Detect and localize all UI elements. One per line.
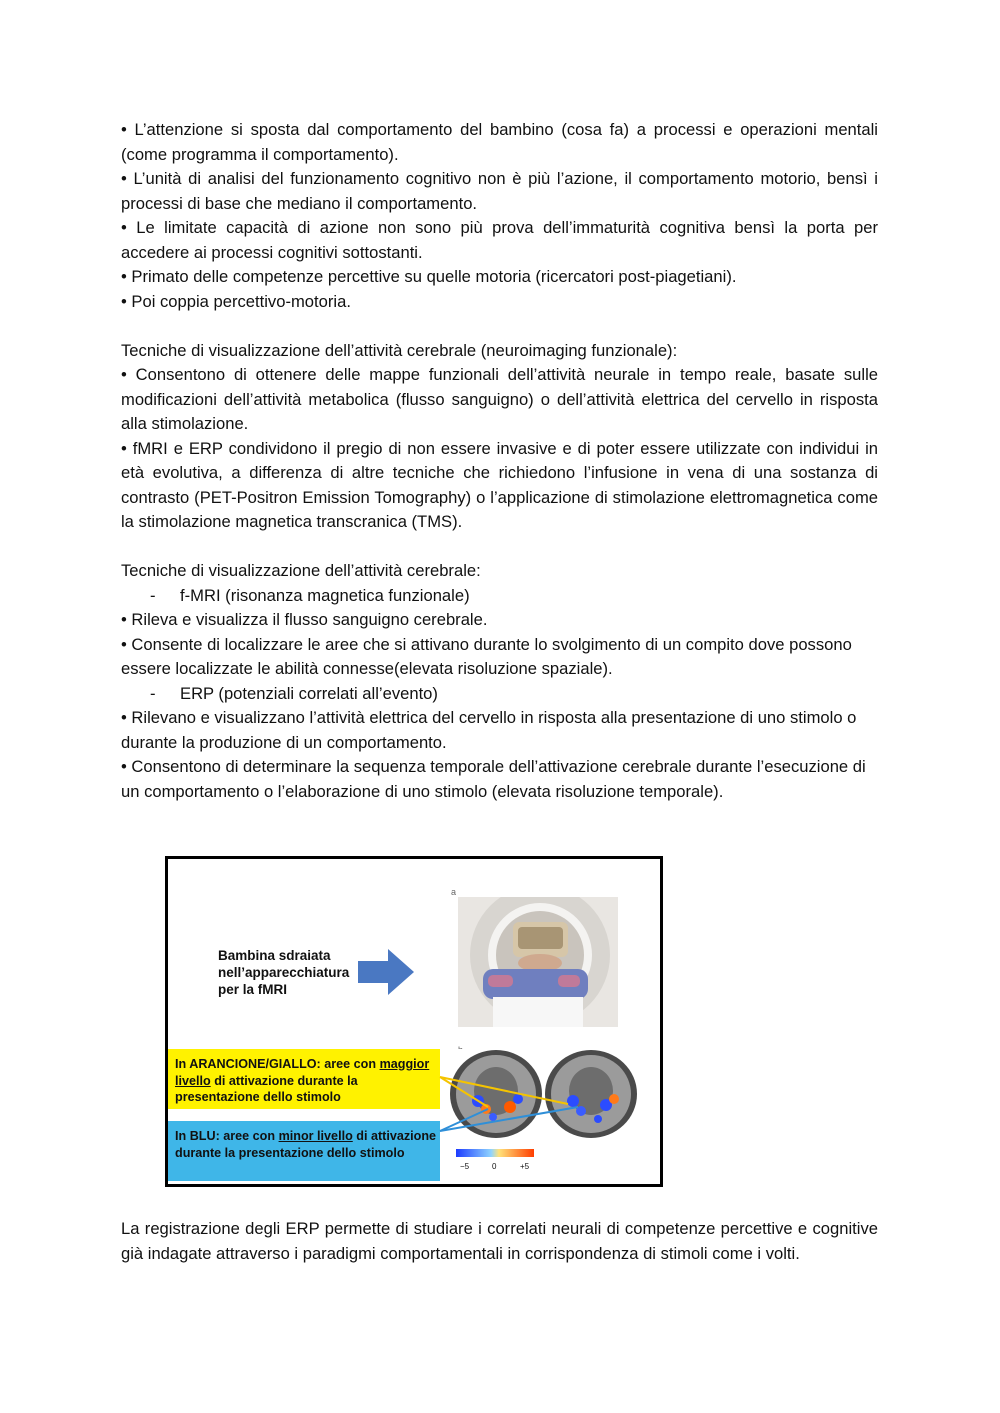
fmri-figure [165, 856, 663, 1187]
bullet-limited-capacity: • Le limitate capacità di azione non sono più prova dell’immaturità cognitiva bensì la porta per accedere ai processi cognitivi sottostanti. [121, 218, 878, 262]
bullet-blood-flow: • Rileva e visualizza il flusso sanguigno cerebrale. [121, 610, 488, 629]
heading-neuroimaging: Tecniche di visualizzazione dell’attività cerebrale (neuroimaging funzionale): [121, 340, 678, 360]
pointer-lines [168, 859, 660, 1184]
bullet-electric-activity: • Rilevano e visualizzano l’attività elettrica del cervello in risposta alla presentazione di uno stimolo o durante la produzione di un comportamento. [121, 708, 857, 752]
document-body [121, 118, 878, 804]
heading-techniques: Tecniche di visualizzazione dell’attività cerebrale: [121, 561, 481, 580]
bullet-localize: • Consente di localizzare le aree che si attivano durante lo svolgimento di un compito dove possono essere localizzate le abilità connesse(elevata risoluzione spaziale). [121, 634, 852, 678]
blue-legend-text: In BLU: aree con minor livello di attivazione durante la presentazione dello stimolo [175, 1129, 437, 1160]
bullet-attention-shift: • L’attenzione si sposta dal comportamento del bambino (cosa fa) a processi e operazioni mentali (come programma il comportamento). [121, 120, 878, 164]
bullet-temporal-sequence: • Consentono di determinare la sequenza temporale dell’attivazione cerebrale durante l’esecuzione di un comportamento o l’elaborazione di uno stimolo (elevata risoluzione temporale). [121, 757, 866, 801]
scale-max-label: +5 [520, 1162, 530, 1171]
bambina-caption: Bambina sdraiata nell’apparecchiatura per la fMRI [218, 948, 350, 997]
bullet-perceptive-motor: • Poi coppia percettivo-motoria. [121, 291, 351, 311]
figure-label-a: a [451, 887, 457, 897]
bullet-functional-maps: • Consentono di ottenere delle mappe funzionali dell’attività neurale in tempo reale, basate sulle modificazioni dell’attività metabolica (flusso sanguigno) o dell’attività elettrica del cervello in risposta alla stimolazione. [121, 365, 878, 433]
scale-min-label: −5 [460, 1162, 470, 1171]
final-paragraph: La registrazione degli ERP permette di studiare i correlati neurali di competenze percettive e cognitive già indagate attraverso i paradigmi comportamentali in corrispondenza di stimoli come i volti. [121, 1219, 878, 1263]
dash-item-fmri: - f-MRI (risonanza magnetica funzionale) [121, 584, 878, 609]
dash-mark: - [150, 585, 156, 605]
bullet-fmri-erp: • fMRI e ERP condividono il pregio di non essere invasive e di poter essere utilizzate con individui in età evolutiva, a differenza di altre tecniche che richiedono l’infusione in vena di una sostanza di contrasto (PET-Positron Emission Tomography) o l’applicazione di stimolazione elettromagnetica come la stimolazione magnetica transcranica (TMS). [121, 438, 878, 531]
bullet-perceptive-primacy: • Primato delle competenze percettive su quelle motoria (ricercatori post-piagetiani). [121, 267, 737, 286]
orange-legend-text: In ARANCIONE/GIALLO: aree con maggior livello di attivazione durante la presentazione dello stimolo [175, 1057, 430, 1104]
dash-item-erp: - ERP (potenziali correlati all’evento) [121, 682, 878, 707]
dash-mark: - [150, 683, 156, 703]
bullet-unit-analysis: • L’unità di analisi del funzionamento cognitivo non è più l’azione, il comportamento motorio, bensì i processi di base che mediano il comportamento. [121, 169, 878, 213]
scale-mid-label: 0 [492, 1162, 497, 1171]
